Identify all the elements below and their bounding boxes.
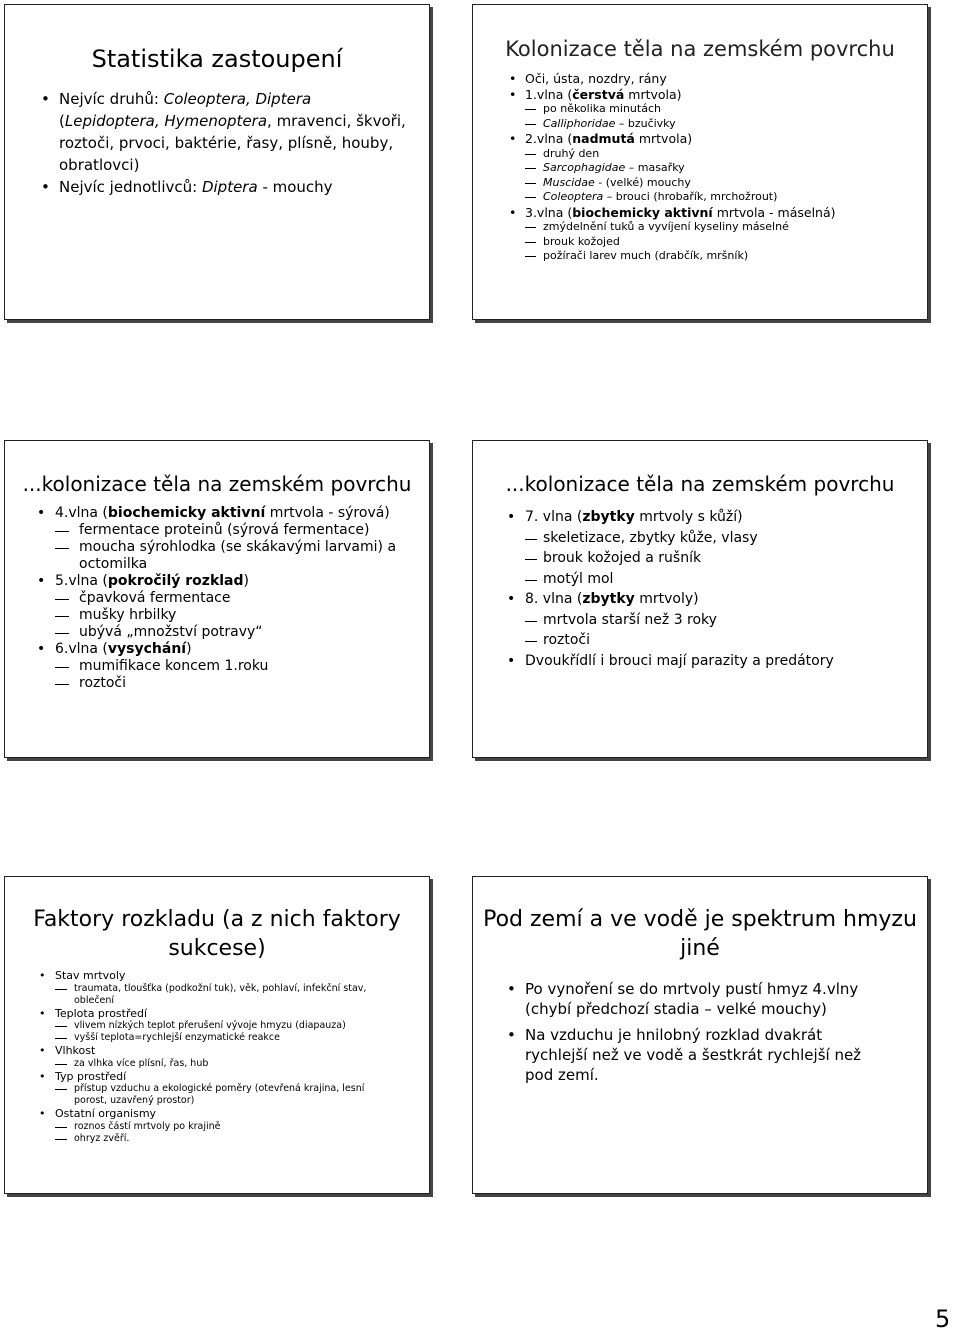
sub-item: mušky hrbilky xyxy=(79,607,409,624)
text: 8. vlna ( xyxy=(525,591,583,607)
sub-item: vyšší teplota=rychlejší enzymatické reakce xyxy=(74,1032,389,1044)
sub-item: brouk kožojed a rušník xyxy=(543,548,927,569)
slide-title: Statistika zastoupení xyxy=(91,45,343,73)
sub-item: brouk kožojed xyxy=(543,235,927,250)
sub-list xyxy=(525,102,927,131)
sub-list xyxy=(525,528,927,590)
bullet-list xyxy=(525,71,927,264)
text: 7. vlna ( xyxy=(525,509,583,525)
text: , mravenci, škvoři, roztoči, prvoci, baktérie, řasy, plísně, houby, obratlovci) xyxy=(59,111,406,174)
list-item xyxy=(55,573,409,641)
sub-item: ubývá „množství potravy“ xyxy=(79,624,409,641)
sub-list xyxy=(55,1083,389,1107)
bullet-list xyxy=(525,979,887,1085)
slide-title: Faktory rozkladu (a z nich faktory sukcese) xyxy=(33,907,401,961)
sub-item: čpavková fermentace xyxy=(79,590,409,607)
text-italic: Diptera xyxy=(201,177,258,196)
text-italic: Coleoptera, Diptera xyxy=(163,89,312,108)
text: mrtvola - sýrová) xyxy=(265,505,390,521)
sub-list xyxy=(525,147,927,205)
slide-pod-zemi xyxy=(472,876,928,1194)
text-bold: vysychání xyxy=(107,641,187,657)
text: mrtvola) xyxy=(624,86,682,102)
sub-item: vlivem nízkých teplot přerušení vývoje hmyzu (diapauza) xyxy=(74,1020,389,1032)
text: mrtvoly s kůží) xyxy=(634,509,743,525)
text: Vlhkost xyxy=(55,1044,96,1057)
sub-list xyxy=(55,1020,389,1044)
sub-list xyxy=(55,983,389,1007)
list-item xyxy=(55,1044,389,1070)
text: – masařky xyxy=(625,161,685,174)
sub-item: požírači larev much (drabčík, mršník) xyxy=(543,249,927,264)
sub-item: roztoči xyxy=(79,675,409,692)
text: Teplota prostředí xyxy=(55,1006,148,1020)
text: Stav mrtvoly xyxy=(55,969,126,982)
list-item: • Po vynoření se do mrtvoly pustí hmyz 4.vlny (chybí předchozí stadia – velké mouchy) xyxy=(525,979,887,1019)
sub-item: přístup vzduchu a ekologické poměry (otevřená krajina, lesní porost, uzavřený prostor) xyxy=(74,1083,389,1107)
text: mrtvola - máselná) xyxy=(712,204,836,220)
text: - mouchy xyxy=(257,177,333,196)
slide-kolonizace-2 xyxy=(4,440,430,758)
slide-title: ...kolonizace těla na zemském povrchu xyxy=(22,472,412,496)
text-italic: Sarcophagidae xyxy=(543,161,626,174)
text: – bzučivky xyxy=(615,116,676,130)
sub-item: motýl mol xyxy=(543,569,927,590)
list-item xyxy=(59,88,415,176)
list-item: • Na vzduchu je hnilobný rozklad dvakrát rychlejší než ve vodě a šestkrát rychlejší než pod zemí. xyxy=(525,1025,887,1085)
text: ( xyxy=(59,111,65,130)
text: Ostatní organismy xyxy=(55,1107,157,1120)
sub-item xyxy=(543,161,927,176)
text-italic: Calliphoridae xyxy=(543,116,616,130)
text: 4.vlna ( xyxy=(55,505,108,521)
text: – brouci (hrobařík, mrchožrout) xyxy=(603,190,778,203)
text-bold: pokročilý rozklad xyxy=(107,573,244,589)
list-item: • Dvoukřídlí i brouci mají parazity a predátory xyxy=(525,651,927,672)
text-italic: Lepidoptera, Hymenoptera xyxy=(64,111,268,130)
text-bold: nadmutá xyxy=(572,131,635,146)
text: mrtvola) xyxy=(634,131,693,146)
sub-item: po několika minutách xyxy=(543,102,927,117)
sub-item: moucha sýrohlodka (se skákavými larvami) a octomilka xyxy=(79,539,409,573)
slide-faktory-rozkladu xyxy=(4,876,430,1194)
text: ) xyxy=(186,641,192,657)
sub-item: ohryz zvěří. xyxy=(74,1133,389,1145)
list-item xyxy=(55,1070,389,1108)
list-item xyxy=(525,131,927,205)
text: Nejvíc jednotlivců: xyxy=(59,177,202,196)
list-item xyxy=(55,969,389,1007)
text-bold: zbytky xyxy=(582,591,635,607)
text: 5.vlna ( xyxy=(55,573,108,589)
list-item: • Oči, ústa, nozdry, rány xyxy=(525,71,927,87)
slide-title: Pod zemí a ve vodě je spektrum hmyzu jiné xyxy=(483,907,917,961)
sub-item: druhý den xyxy=(543,147,927,162)
text-italic: Coleoptera xyxy=(543,190,604,203)
slide-kolonizace-1 xyxy=(472,4,928,320)
text: 2.vlna ( xyxy=(525,131,573,146)
text: 3.vlna ( xyxy=(525,204,573,220)
list-item xyxy=(525,87,927,132)
list-item xyxy=(525,589,927,651)
sub-item: fermentace proteinů (sýrová fermentace) xyxy=(79,522,409,539)
list-item xyxy=(55,1007,389,1045)
text: - (velké) mouchy xyxy=(594,175,691,189)
sub-item: roztoči xyxy=(543,630,927,651)
sub-item: zmýdelnění tuků a vyvíjení kyseliny máselné xyxy=(543,220,927,235)
text-bold: biochemicky aktivní xyxy=(572,204,713,220)
bullet-list xyxy=(59,88,415,198)
sub-item: za vlhka více plísní, řas, hub xyxy=(74,1058,389,1070)
slide-kolonizace-3 xyxy=(472,440,928,758)
bullet-list xyxy=(525,507,927,671)
sub-item: roznos částí mrtvoly po krajině xyxy=(74,1121,389,1133)
list-item xyxy=(55,641,409,692)
sub-list xyxy=(55,1058,389,1070)
list-item xyxy=(59,176,415,198)
sub-item: skeletizace, zbytky kůže, vlasy xyxy=(543,528,927,549)
sub-item xyxy=(543,176,927,191)
sub-list xyxy=(55,590,409,641)
bullet-list xyxy=(55,969,389,1145)
sub-item: mrtvola starší než 3 roky xyxy=(543,610,927,631)
sub-item: traumata, tloušťka (podkožní tuk), věk, pohlaví, infekční stav, oblečení xyxy=(74,983,389,1007)
text: ) xyxy=(243,573,249,589)
text: Typ prostředí xyxy=(55,1069,127,1083)
sub-list xyxy=(55,658,409,692)
text-bold: biochemicky aktivní xyxy=(107,505,266,521)
slide-title: Kolonizace těla na zemském povrchu xyxy=(505,37,895,61)
list-item xyxy=(525,205,927,264)
text: mrtvoly) xyxy=(634,591,699,607)
slide-statistika xyxy=(4,4,430,320)
text: 1.vlna ( xyxy=(525,86,573,102)
sub-item xyxy=(543,190,927,205)
bullet-list xyxy=(55,505,409,692)
text-italic: Muscidae xyxy=(543,175,595,189)
text: Nejvíc druhů: xyxy=(59,89,164,108)
sub-list xyxy=(55,522,409,573)
list-item xyxy=(525,507,927,589)
list-item xyxy=(55,1107,389,1145)
text-bold: čerstvá xyxy=(572,86,625,102)
page-number: 5 xyxy=(935,1305,951,1333)
text-bold: zbytky xyxy=(582,509,635,525)
slide-title: ...kolonizace těla na zemském povrchu xyxy=(505,472,895,496)
sub-list xyxy=(525,610,927,651)
text: 6.vlna ( xyxy=(55,641,108,657)
list-item xyxy=(55,505,409,573)
sub-list xyxy=(55,1121,389,1145)
sub-item xyxy=(543,117,927,132)
sub-item: mumifikace koncem 1.roku xyxy=(79,658,409,675)
sub-list xyxy=(525,220,927,264)
